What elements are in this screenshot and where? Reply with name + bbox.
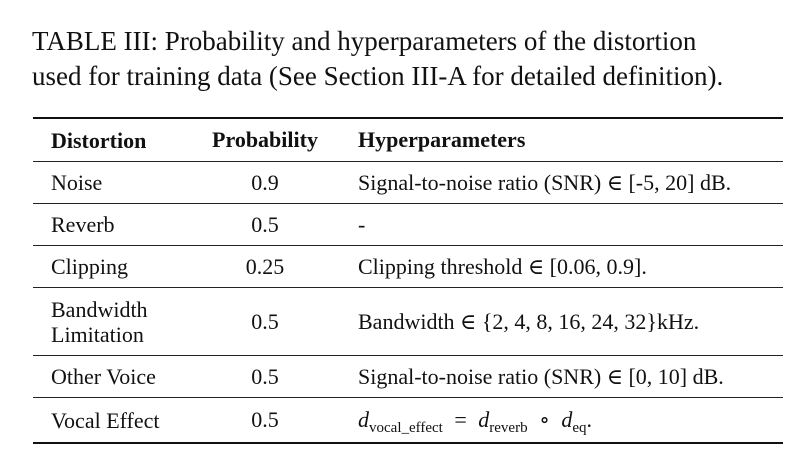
header-hyperparameters: Hyperparameters — [358, 127, 526, 152]
cell-probability: 0.5 — [251, 363, 279, 389]
cell-distortion: Clipping — [51, 254, 129, 279]
table-row — [33, 245, 783, 287]
cell-hyperparameters: Clipping threshold ∈ [0.06, 0.9]. — [358, 253, 647, 279]
cell-hyperparameters-formula — [340, 407, 783, 436]
cell-distortion — [33, 297, 190, 347]
cell-probability: 0.25 — [245, 253, 285, 279]
cell-probability: 0.9 — [251, 169, 279, 195]
formula-compose: ∘ — [539, 407, 550, 432]
cell-distortion: Reverb — [51, 212, 115, 237]
formula-sub-vocal-effect: vocal_effect — [369, 420, 443, 436]
distortion-table — [33, 117, 783, 444]
table-caption — [32, 24, 782, 94]
caption-line-1: TABLE III: Probability and hyperparameters of the distortion — [32, 26, 697, 56]
table-row — [33, 203, 783, 245]
formula-equals: = — [454, 407, 467, 432]
formula-sub-reverb: reverb — [489, 420, 528, 436]
cell-distortion-line-2: Limitation — [51, 321, 144, 347]
cell-probability: 0.5 — [251, 308, 279, 334]
formula-d-lhs: d — [358, 407, 369, 432]
formula-sub-eq: eq — [572, 420, 587, 436]
caption-line-2: used for training data (See Section III-A for detailed definition). — [32, 61, 724, 91]
cell-distortion: Other Voice — [51, 364, 156, 389]
table-row — [33, 287, 783, 355]
table-header-row — [33, 119, 783, 161]
cell-hyperparameters: Signal-to-noise ratio (SNR) ∈ [0, 10] dB. — [358, 363, 724, 389]
formula-d-eq: d — [561, 407, 573, 432]
formula-period: . — [586, 407, 593, 432]
cell-distortion: Vocal Effect — [51, 407, 160, 433]
table-row — [33, 355, 783, 397]
table-row — [33, 397, 783, 442]
formula-d-reverb: d — [478, 407, 490, 432]
cell-probability: 0.5 — [251, 211, 279, 237]
cell-hyperparameters: Signal-to-noise ratio (SNR) ∈ [-5, 20] dB. — [358, 169, 732, 195]
cell-hyperparameters: Bandwidth ∈ {2, 4, 8, 16, 24, 32}kHz. — [358, 308, 700, 334]
cell-hyperparameters: - — [358, 211, 366, 237]
cell-distortion: Noise — [51, 170, 103, 195]
cell-distortion-line-1: Bandwidth — [51, 296, 148, 322]
header-probability: Probability — [212, 127, 318, 152]
table-row — [33, 161, 783, 203]
header-distortion: Distortion — [51, 127, 147, 153]
cell-probability: 0.5 — [251, 407, 279, 432]
